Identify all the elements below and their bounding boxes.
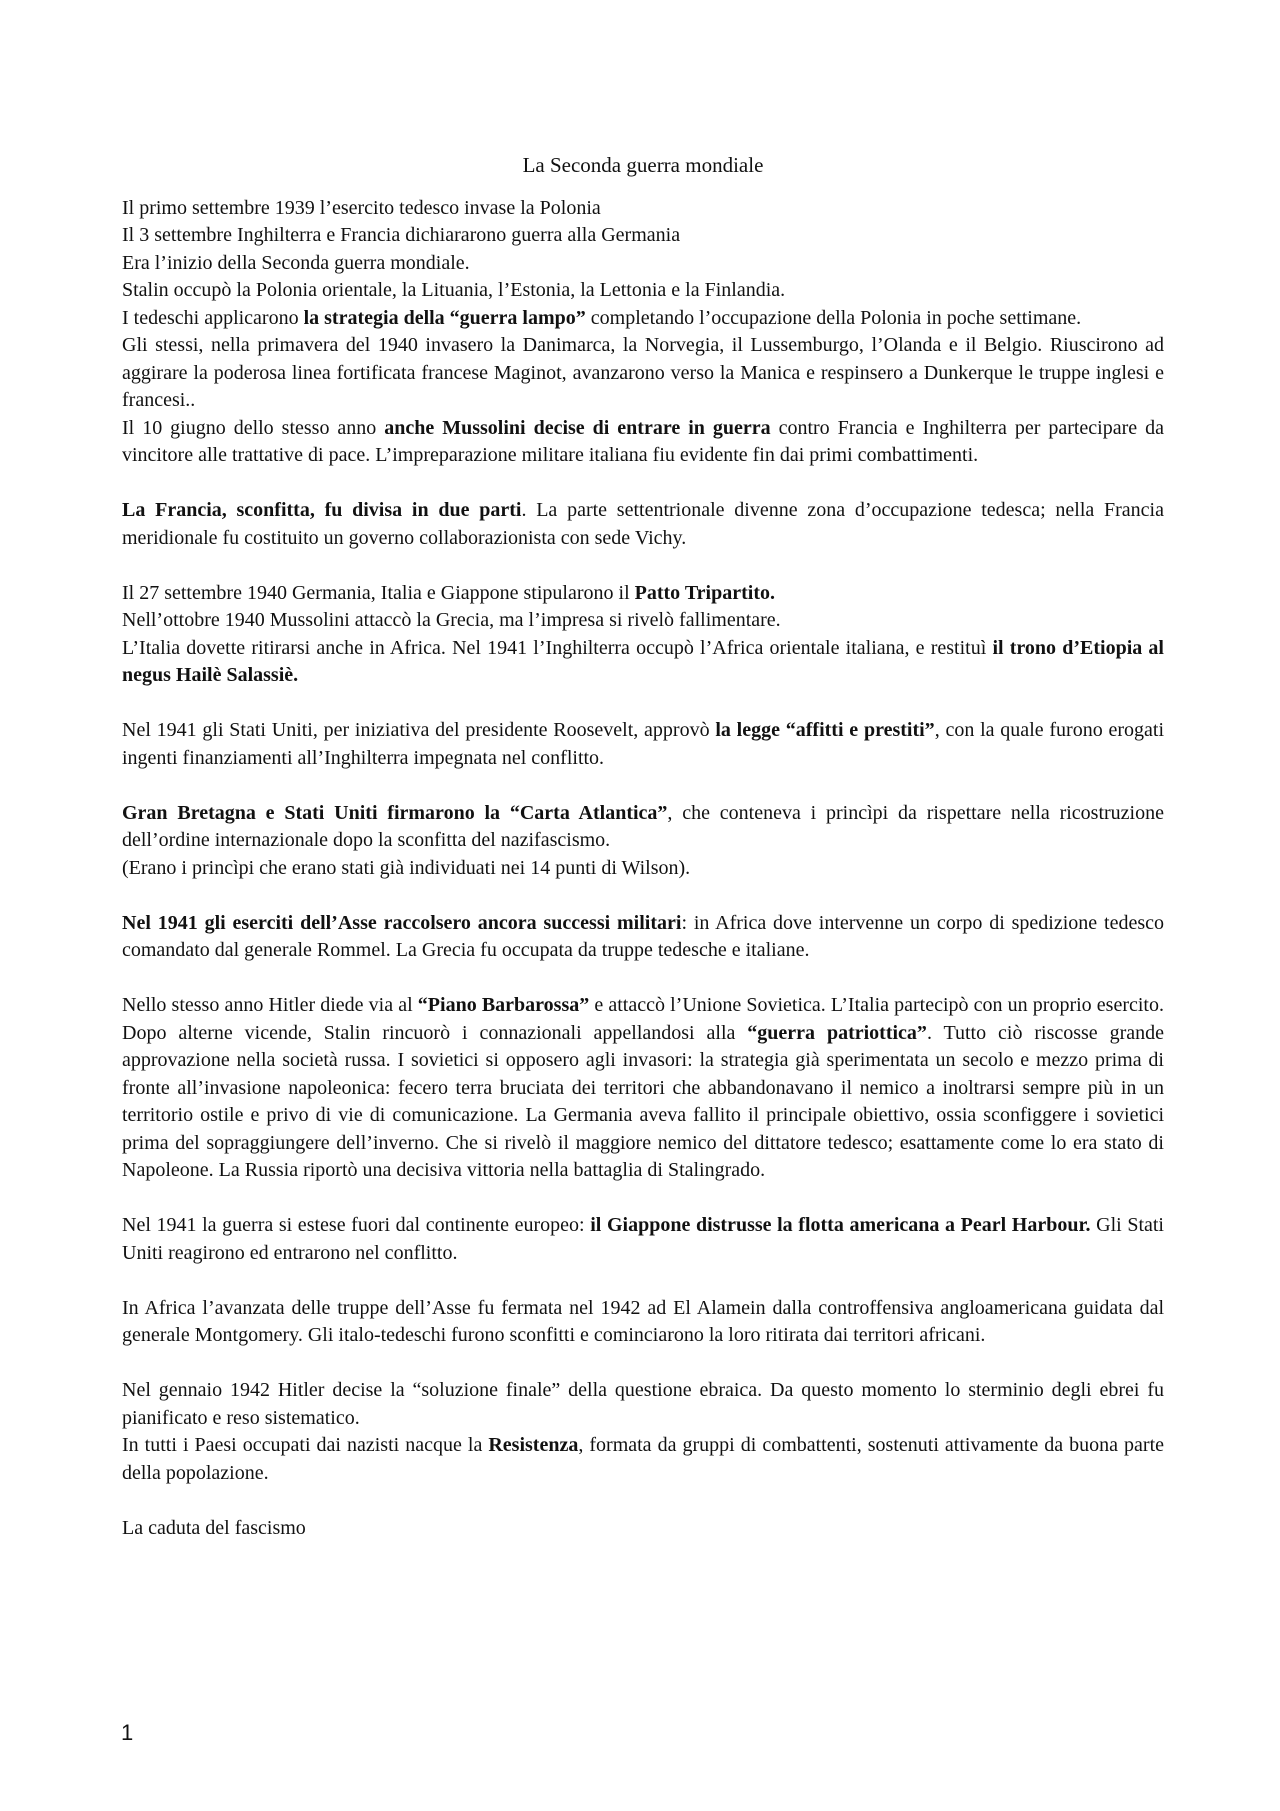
paragraph-invasioni-1940: Gli stessi, nella primavera del 1940 invasero la Danimarca, la Norvegia, il Lussemburgo, l’Olanda e il Belgio. Riuscirono ad aggirare la poderosa linea fortificata francese Maginot, avanzarono verso la Manica e respinsero a Dunkerque le truppe inglesi e francesi..	[122, 334, 1164, 411]
paragraph-gap	[122, 772, 1164, 800]
bold-text: Patto Tripartito.	[634, 581, 775, 604]
paragraph-barbarossa	[122, 992, 1164, 1185]
text-run: completando l’occupazione della Polonia in poche settimane.	[585, 306, 1082, 329]
paragraph-francia	[122, 497, 1164, 552]
page-number: 1	[121, 1720, 134, 1745]
text-run: Nello stesso anno Hitler diede via al	[122, 994, 418, 1016]
paragraph-line: Il 3 settembre Inghilterra e Francia dichiararono guerra alla Germania	[122, 224, 681, 246]
text-run: . La parte settentrionale divenne zona d’occupazione tedesca; nella Francia meridionale fu costituito un governo collaborazionista con sede Vichy.	[122, 499, 1164, 549]
text-run: I tedeschi applicarono	[122, 306, 304, 329]
text-run: . Tutto ciò riscosse grande approvazione nella società russa. I sovietici si opposero agli invasori: la strategia già sperimentata un secolo e mezzo prima di fronte all’invasione napoleonica: fecero terra bruciata dei territori che abbandonavano il nemico a inoltrarsi sempre più in un territorio ostile e privo di vie di comunicazione. La Germania aveva fallito il principale obiettivo, ossia sconfiggere i sovietici prima del sopraggiungere dell’inverno. Che si rivelò il maggiore nemico del dittatore tedesco; esattamente come lo era stato di Napoleone. La Russia riportò una decisiva vittoria nella battaglia di Stalingrado.	[122, 1021, 1164, 1181]
paragraph-gap	[122, 1487, 1164, 1515]
paragraph-line: Il primo settembre 1939 l’esercito tedesco invase la Polonia	[122, 196, 601, 219]
paragraph-carta-atlantica	[122, 800, 1164, 855]
paragraph-line: Era l’inizio della Seconda guerra mondiale.	[122, 251, 470, 274]
text-run: : in Africa dove intervenne un corpo di spedizione tedesco comandato dal generale Rommel. La Grecia fu occupata da truppe tedesche e italiane.	[122, 911, 1164, 961]
bold-text: “guerra patriottica”	[747, 1021, 927, 1044]
text-run: e attaccò l’Unione Sovietica. L’Italia partecipò con un proprio esercito. Dopo alterne vicende, Stalin rincuorò i connazionali appellandosi alla	[122, 994, 1164, 1044]
paragraph-gap	[122, 1185, 1164, 1213]
text-run: , formata da gruppi di combattenti, sostenuti attivamente da buona parte della popolazione.	[122, 1434, 1164, 1484]
paragraph-successi-asse	[122, 910, 1164, 965]
document-title: La Seconda guerra mondiale	[522, 153, 764, 177]
text-run: Nel 1941 la guerra si estese fuori dal continente europeo:	[122, 1214, 591, 1236]
paragraph-soluzione-finale: Nel gennaio 1942 Hitler decise la “soluzione finale” della questione ebraica. Da questo momento lo sterminio degli ebrei fu pianificato e reso sistematico.	[122, 1379, 1164, 1429]
bold-text: il Giappone distrusse la flotta americana a Pearl Harbour.	[590, 1214, 1091, 1236]
paragraph-gap	[122, 552, 1164, 580]
paragraph-gap	[122, 1267, 1164, 1295]
bold-text: La Francia, sconfitta, fu divisa in due parti	[122, 499, 522, 521]
text-run: In tutti i Paesi occupati dai nazisti nacque la	[122, 1434, 489, 1456]
paragraph-gap	[122, 882, 1164, 910]
paragraph-el-alamein: In Africa l’avanzata delle truppe dell’Asse fu fermata nel 1942 ad El Alamein dalla controffensiva angloamericana guidata dal generale Montgomery. Gli italo-tedeschi furono sconfitti e cominciarono la loro ritirata dai territori africani.	[122, 1296, 1164, 1346]
paragraph-wilson: (Erano i princìpi che erano stati già individuati nei 14 punti di Wilson).	[122, 856, 691, 879]
document-body	[122, 152, 1164, 1542]
bold-text: Gran Bretagna e Stati Uniti firmarono la “Carta Atlantica”	[122, 801, 668, 824]
bold-text: “Piano Barbarossa”	[417, 994, 590, 1016]
bold-text: la legge “affitti e prestiti”	[715, 719, 935, 741]
text-run: Gli Stati Uniti reagirono ed entrarono nel conflitto.	[122, 1214, 1164, 1264]
paragraph-gap	[122, 690, 1164, 718]
paragraph-grecia: Nell’ottobre 1940 Mussolini attaccò la Grecia, ma l’impresa si rivelò fallimentare.	[122, 609, 781, 631]
section-heading-caduta-fascismo: La caduta del fascismo	[122, 1516, 306, 1539]
text-run: Il 10 giugno dello stesso anno	[122, 416, 385, 439]
bold-text: Nel 1941 gli eserciti dell’Asse raccolsero ancora successi militari	[122, 911, 682, 934]
paragraph-affitti-prestiti	[122, 717, 1164, 772]
text-run: , con la quale furono erogati ingenti finanziamenti all’Inghilterra impegnata nel conflitto.	[122, 719, 1165, 769]
text-run: contro Francia e Inghilterra per partecipare da vincitore alle trattative di pace. L’impreparazione militare italiana fiu evidente fin dai primi combattimenti.	[122, 416, 1164, 466]
text-run: L’Italia dovette ritirarsi anche in Africa. Nel 1941 l’Inghilterra occupò l’Africa orientale italiana, e restituì	[122, 636, 993, 659]
paragraph-patto-tripartito	[122, 580, 1164, 608]
paragraph-resistenza	[122, 1432, 1164, 1487]
paragraph-gap	[122, 965, 1164, 993]
bold-text: la strategia della “guerra lampo”	[303, 306, 586, 329]
paragraph-mussolini	[122, 415, 1164, 470]
bold-text: Resistenza	[488, 1434, 579, 1456]
paragraph-guerra-lampo	[122, 305, 1164, 333]
paragraph-pearl-harbour	[122, 1212, 1164, 1267]
paragraph-africa-1941	[122, 635, 1164, 690]
text-run: , che conteneva i princìpi da rispettare nella ricostruzione dell’ordine internazionale dopo la sconfitta del nazifascismo.	[122, 801, 1164, 851]
paragraph-line: Stalin occupò la Polonia orientale, la Lituania, l’Estonia, la Lettonia e la Finlandia.	[122, 279, 786, 301]
bold-text: il trono d’Etiopia al negus Hailè Salassiè.	[122, 636, 1164, 686]
paragraph-gap	[122, 470, 1164, 498]
paragraph-gap	[122, 1350, 1164, 1378]
bold-text: anche Mussolini decise di entrare in guerra	[384, 416, 771, 439]
text-run: Nel 1941 gli Stati Uniti, per iniziativa del presidente Roosevelt, approvò	[122, 719, 716, 741]
text-run: Il 27 settembre 1940 Germania, Italia e Giappone stipularono il	[122, 581, 635, 604]
